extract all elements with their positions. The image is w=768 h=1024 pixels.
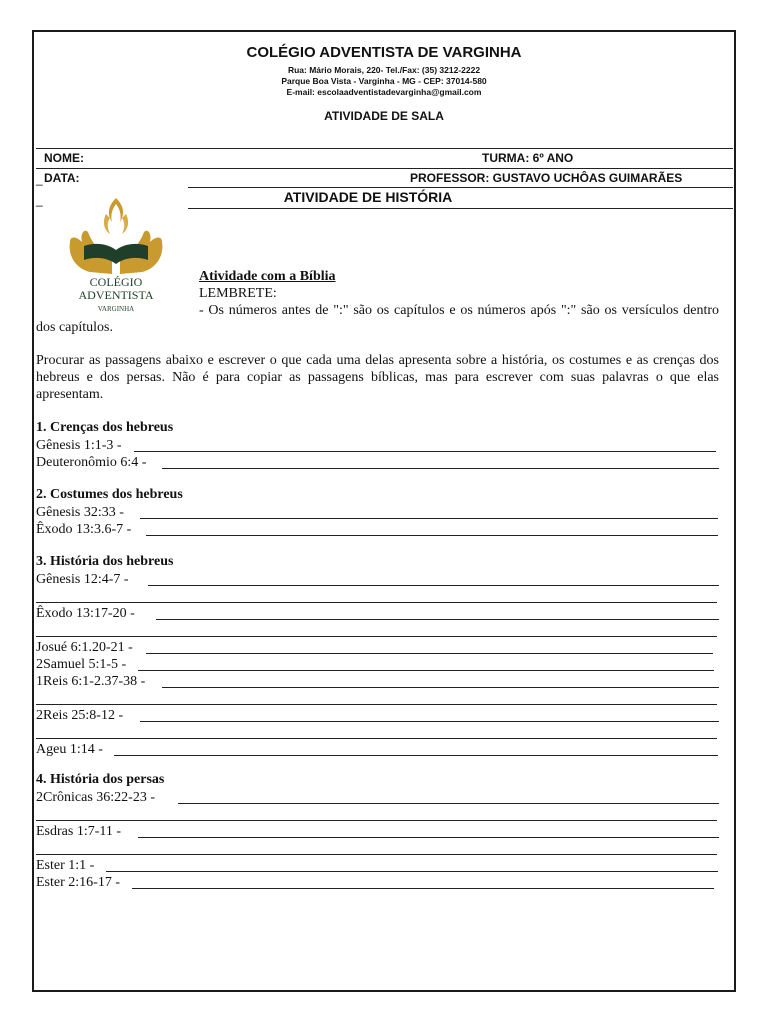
section-title: 3. História dos hebreus xyxy=(36,554,174,569)
answer-line[interactable] xyxy=(36,854,717,855)
name-rule xyxy=(36,168,733,169)
reminder-text: - Os números antes de ":" são os capítulos e os números após ":" são os versículos dentro dos capítulos. xyxy=(36,303,719,335)
passage-label: 1Reis 6:1-2.37-38 - xyxy=(36,674,146,689)
answer-line[interactable] xyxy=(132,888,714,889)
blank-dash-1: _ xyxy=(36,172,43,186)
passage-label: 2Reis 25:8-12 - xyxy=(36,708,124,723)
answer-line[interactable] xyxy=(162,468,719,469)
logo-line-2: ADVENTISTA xyxy=(78,288,154,302)
teacher-label: PROFESSOR: GUSTAVO UCHÔAS GUIMARÃES xyxy=(410,171,683,185)
answer-line[interactable] xyxy=(148,585,719,586)
answer-line[interactable] xyxy=(138,837,719,838)
address-line-1: Rua: Mário Morais, 220- Tel./Fax: (35) 3212-2222 xyxy=(287,65,481,75)
answer-line[interactable] xyxy=(178,803,719,804)
reminder-label: LEMBRETE: xyxy=(199,286,277,301)
passage-label: Gênesis 1:1-3 - xyxy=(36,438,122,453)
form-top-rule xyxy=(36,148,733,149)
passage-label: Gênesis 12:4-7 - xyxy=(36,572,129,587)
answer-line[interactable] xyxy=(156,619,719,620)
address-line-2: Parque Boa Vista - Varginha - MG - CEP: 37014-580 xyxy=(281,76,487,86)
title-rule xyxy=(188,208,733,209)
answer-line[interactable] xyxy=(36,738,717,739)
answer-line[interactable] xyxy=(36,820,717,821)
passage-label: Êxodo 13:17-20 - xyxy=(36,606,135,621)
name-label: NOME: xyxy=(44,151,84,165)
logo-line-1: COLÉGIO xyxy=(89,275,143,289)
email-line: E-mail: escolaadventistadevarginha@gmail.com xyxy=(286,87,482,97)
passage-label: 2Samuel 5:1-5 - xyxy=(36,657,127,672)
answer-line[interactable] xyxy=(140,518,718,519)
class-label: TURMA: 6º ANO xyxy=(482,151,574,165)
answer-line[interactable] xyxy=(106,871,718,872)
answer-line[interactable] xyxy=(140,721,719,722)
answer-line[interactable] xyxy=(36,704,717,705)
answer-line[interactable] xyxy=(146,653,713,654)
instructions: Procurar as passagens abaixo e escrever o que cada uma delas apresenta sobre a história, os costumes e as crenças dos hebreus e dos persas. Não é para copiar as passagens bíblicas, mas para escrever com suas palavras o que elas apresentam. xyxy=(36,353,719,402)
passage-label: Êxodo 13:3.6-7 - xyxy=(36,522,132,537)
passage-label: Deuteronômio 6:4 - xyxy=(36,455,147,470)
school-logo xyxy=(60,192,172,314)
intro-heading: Atividade com a Bíblia xyxy=(199,269,336,284)
date-rule xyxy=(188,187,733,188)
answer-line[interactable] xyxy=(114,755,718,756)
blank-dash-2: _ xyxy=(36,193,43,207)
answer-line[interactable] xyxy=(138,670,714,671)
flame-left-icon xyxy=(104,214,110,234)
flame-icon xyxy=(109,198,123,222)
passage-label: Ester 1:1 - xyxy=(36,858,95,873)
school-name: COLÉGIO ADVENTISTA DE VARGINHA xyxy=(246,44,522,61)
passage-label: 2Crônicas 36:22-23 - xyxy=(36,790,155,805)
answer-line[interactable] xyxy=(36,602,717,603)
date-label: DATA: xyxy=(44,171,80,185)
answer-line[interactable] xyxy=(162,687,719,688)
answer-line[interactable] xyxy=(134,451,716,452)
answer-line[interactable] xyxy=(36,636,717,637)
passage-label: Gênesis 32:33 - xyxy=(36,505,124,520)
section-title: 4. História dos persas xyxy=(36,772,165,787)
logo-line-3: VARGINHA xyxy=(97,305,135,313)
answer-line[interactable] xyxy=(146,535,718,536)
activity-type: ATIVIDADE DE SALA xyxy=(324,109,444,123)
subject-title: ATIVIDADE DE HISTÓRIA xyxy=(283,189,453,205)
section-title: 2. Costumes dos hebreus xyxy=(36,487,183,502)
section-title: 1. Crenças dos hebreus xyxy=(36,420,174,435)
passage-label: Ageu 1:14 - xyxy=(36,742,103,757)
flame-right-icon xyxy=(122,214,128,234)
passage-label: Josué 6:1.20-21 - xyxy=(36,640,133,655)
passage-label: Ester 2:16-17 - xyxy=(36,875,120,890)
passage-label: Esdras 1:7-11 - xyxy=(36,824,122,839)
